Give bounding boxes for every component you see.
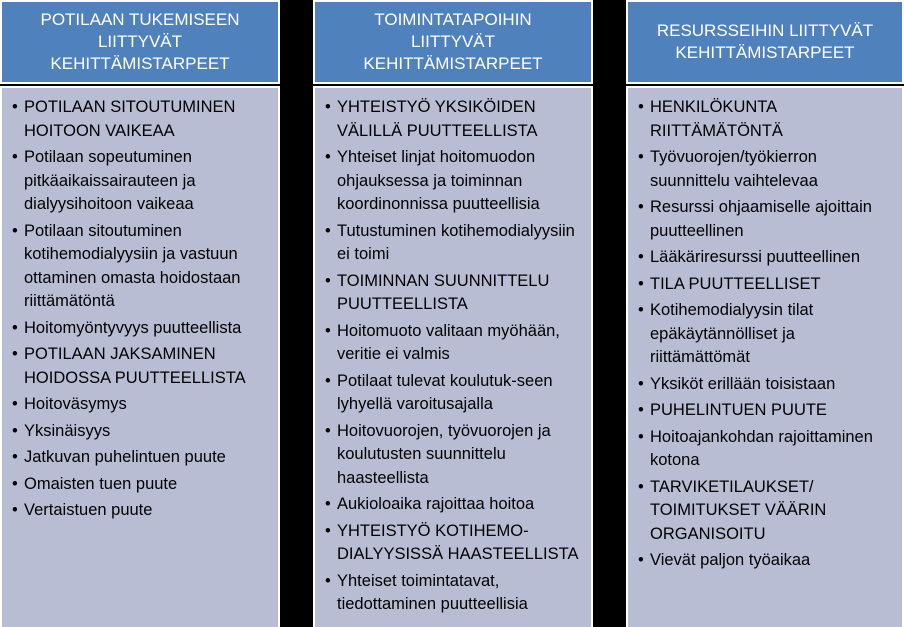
column-title-line: RESURSSEIHIN LIITTYVÄT — [656, 21, 874, 40]
list-item: • Yksiköt erillään toisistaan — [638, 373, 896, 397]
column-title-line: KEHITTÄMISTARPEET — [363, 54, 543, 73]
list-item: • Vievät paljon työaikaa — [638, 549, 896, 573]
list-item: • POTILAAN JAKSAMINEN HOIDOSSA PUUTTEELLISTA — [12, 343, 272, 390]
column-title-line: TOIMINTATAPOIHIN — [374, 10, 532, 29]
list-item: • Tutustuminen kotihemodialyysiin ei toimi — [325, 220, 585, 267]
list-item: • Yksinäisyys — [12, 420, 272, 444]
column-title-line: POTILAAN TUKEMISEEN — [40, 10, 240, 29]
list-item: • Aukioloaika rajoittaa hoitoa — [325, 493, 585, 517]
column-body — [0, 86, 280, 627]
item-list — [325, 96, 585, 617]
list-item: • TARVIKETILAUKSET/ TOIMITUKSET VÄÄRIN ORGANISOITU — [638, 476, 896, 547]
list-item: • Vertaistuen puute — [12, 499, 272, 523]
column-title-line: LIITTYVÄT — [410, 32, 496, 51]
list-item: • Potilaan sopeutuminen pitkäaikaissairauteen ja dialyysihoitoon vaikeaa — [12, 146, 272, 217]
column-header — [313, 0, 593, 84]
list-item: • Hoitovuorojen, työvuorojen ja koulutusten suunnittelu haasteellista — [325, 420, 585, 491]
list-item: • HENKILÖKUNTA RIITTÄMÄTÖNTÄ — [638, 96, 896, 143]
list-item: • PUHELINTUEN PUUTE — [638, 399, 896, 423]
list-item: • Omaisten tuen puute — [12, 473, 272, 497]
list-item: • YHTEISTYÖ YKSIKÖIDEN VÄLILLÄ PUUTTEELLISTA — [325, 96, 585, 143]
list-item: • Hoitoväsymys — [12, 393, 272, 417]
list-item: • POTILAAN SITOUTUMINEN HOITOON VAIKEAA — [12, 96, 272, 143]
column-body — [626, 86, 904, 627]
list-item: • Potilaat tulevat koulutuk-seen lyhyellä varoitusajalla — [325, 370, 585, 417]
list-item: • Lääkäriresurssi puutteellinen — [638, 246, 896, 270]
list-item: • Kotihemodialyysin tilat epäkäytännölliset ja riittämättömät — [638, 299, 896, 370]
list-item: • Yhteiset linjat hoitomuodon ohjauksessa ja toiminnan koordinonnissa puutteellisia — [325, 146, 585, 217]
list-item: • TILA PUUTTEELLISET — [638, 273, 896, 297]
column-header — [0, 0, 280, 84]
list-item: • Hoitomuoto valitaan myöhään, veritie ei valmis — [325, 320, 585, 367]
item-list — [638, 96, 896, 573]
column-title-line: LIITTYVÄT — [97, 32, 183, 51]
list-item: • Hoitoajankohdan rajoittaminen kotona — [638, 426, 896, 473]
list-item: • Työvuorojen/työkierron suunnittelu vaihtelevaa — [638, 146, 896, 193]
column-body — [313, 86, 593, 627]
column-header — [626, 0, 904, 84]
list-item: • Resurssi ohjaamiselle ajoittain puutteellinen — [638, 196, 896, 243]
item-list — [12, 96, 272, 523]
list-item: • YHTEISTYÖ KOTIHEMO-DIALYYSISSÄ HAASTEELLISTA — [325, 520, 585, 567]
list-item: • TOIMINNAN SUUNNITTELU PUUTTEELLISTA — [325, 270, 585, 317]
column-title-line: KEHITTÄMISTARPEET — [50, 54, 230, 73]
list-item: • Hoitomyöntyvyys puutteellista — [12, 317, 272, 341]
list-item: • Jatkuvan puhelintuen puute — [12, 446, 272, 470]
list-item: • Potilaan sitoutuminen kotihemodialyysiin ja vastuun ottaminen omasta hoidostaan riittämätöntä — [12, 220, 272, 314]
list-item: • Yhteiset toimintatavat, tiedottaminen puutteellisia — [325, 570, 585, 617]
column-title-line: KEHITTÄMISTARPEET — [675, 43, 855, 62]
